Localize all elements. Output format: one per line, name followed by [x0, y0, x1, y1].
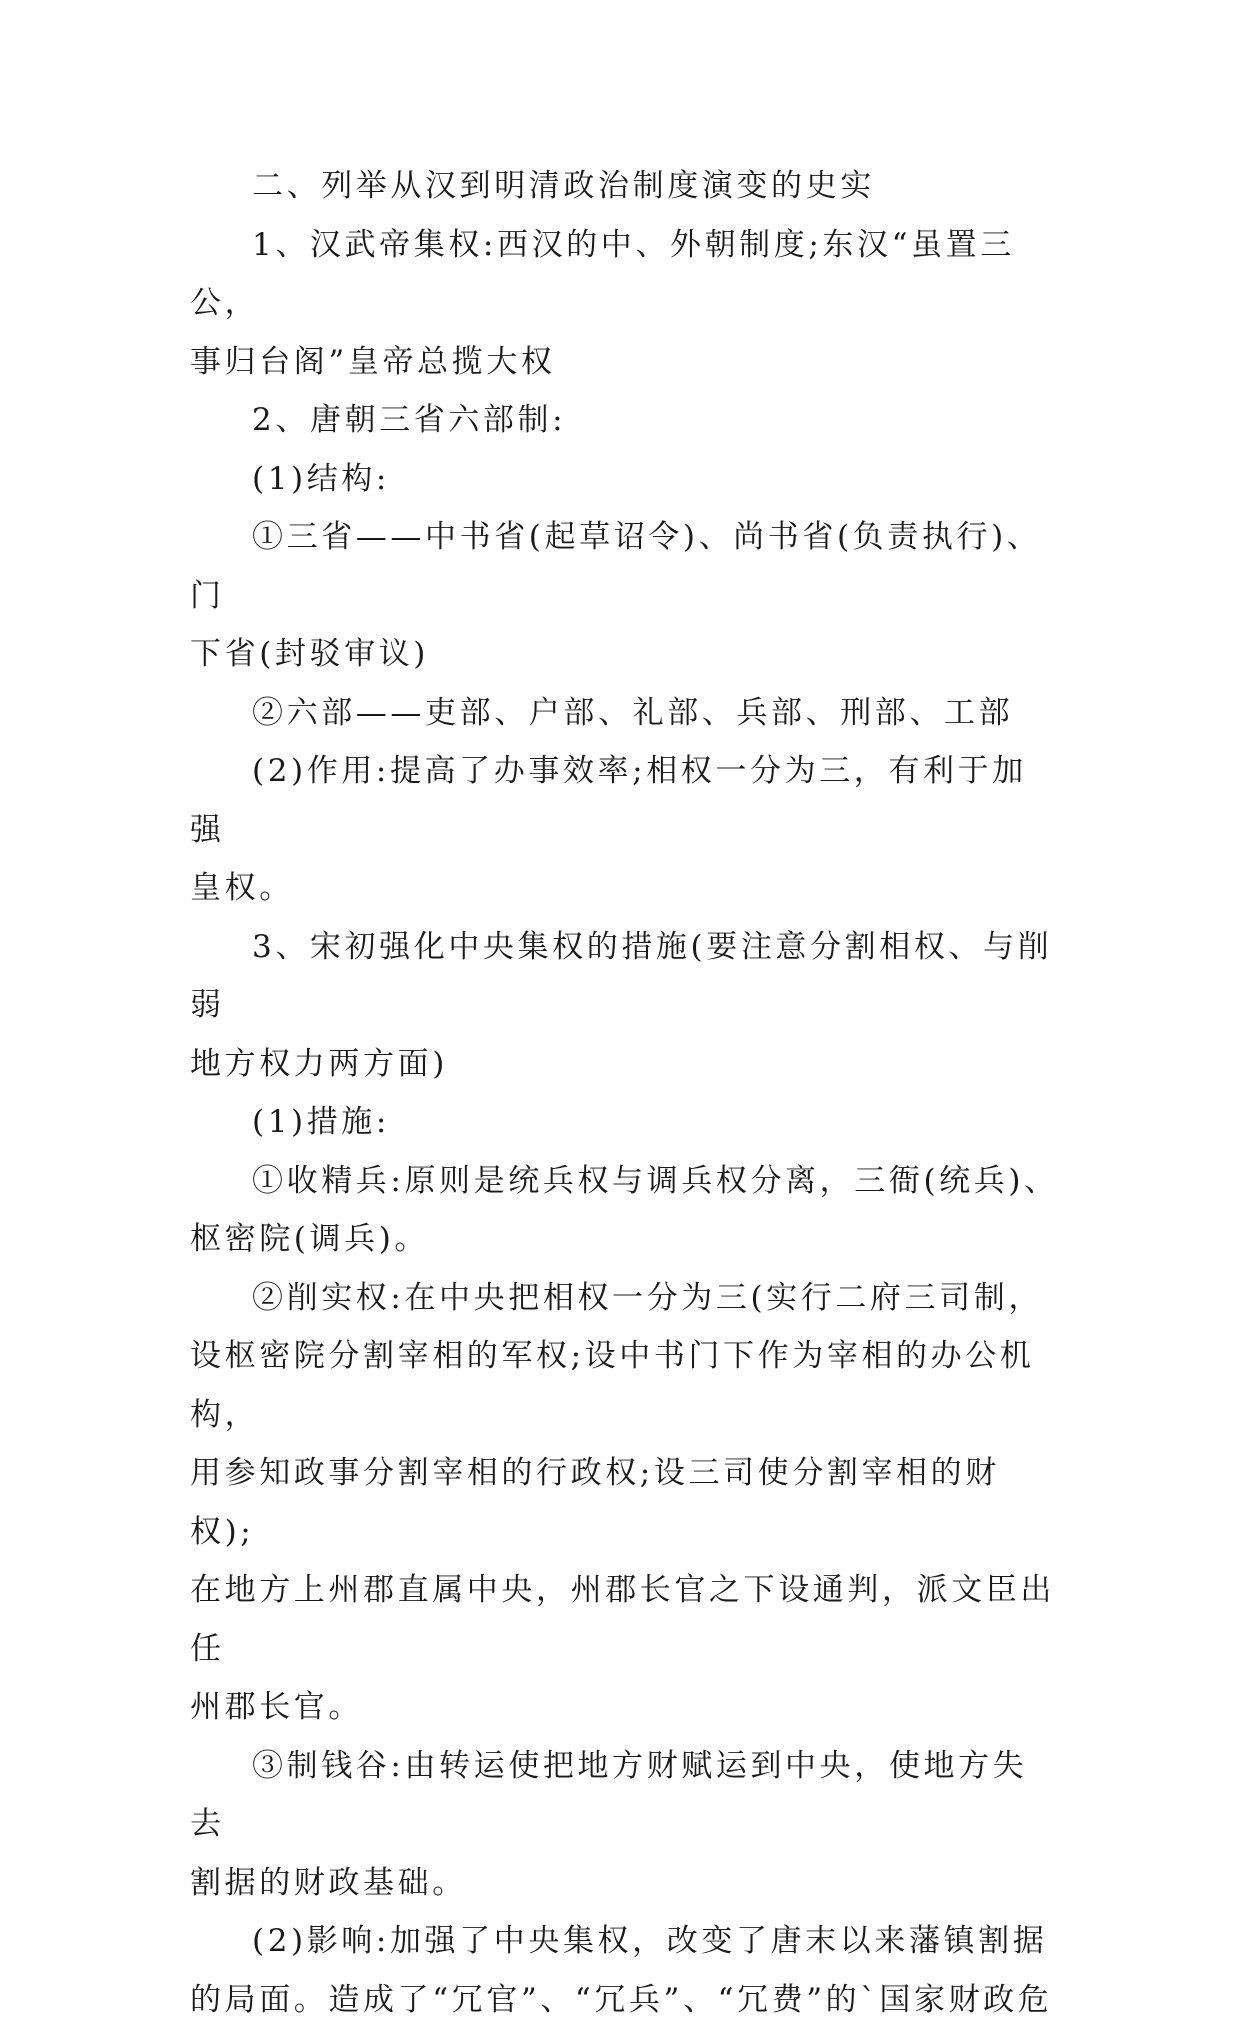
- text-line: 州郡长官。: [190, 1678, 1060, 1737]
- text-line: 1、汉武帝集权:西汉的中、外朝制度;东汉“虽置三公，: [190, 216, 1060, 333]
- text-line: 的局面。造成了“冗官”、“冗兵”、“冗费”的`国家财政危: [190, 1971, 1060, 2029]
- text-line: ②削实权:在中央把相权一分为三(实行二府三司制，: [190, 1269, 1060, 1328]
- text-line: 皇权。: [190, 859, 1060, 918]
- text-line: 在地方上州郡直属中央，州郡长官之下设通判，派文臣出任: [190, 1561, 1060, 1678]
- text-line: 3、宋初强化中央集权的措施(要注意分割相权、与削弱: [190, 918, 1060, 1035]
- text-line: (2)影响:加强了中央集权，改变了唐末以来藩镇割据: [190, 1912, 1060, 1971]
- text-line: ③制钱谷:由转运使把地方财赋运到中央，使地方失去: [190, 1737, 1060, 1854]
- text-line: 用参知政事分割宰相的行政权;设三司使分割宰相的财权);: [190, 1444, 1060, 1561]
- text-line: 地方权力两方面): [190, 1035, 1060, 1094]
- text-line: 设枢密院分割宰相的军权;设中书门下作为宰相的办公机构，: [190, 1327, 1060, 1444]
- text-line: (2)作用:提高了办事效率;相权一分为三，有利于加强: [190, 742, 1060, 859]
- document-body: [190, 157, 1060, 2029]
- text-line: 割据的财政基础。: [190, 1854, 1060, 1913]
- text-line: ①三省——中书省(起草诏令)、尚书省(负责执行)、门: [190, 508, 1060, 625]
- text-line: 下省(封驳审议): [190, 625, 1060, 684]
- text-line: 枢密院(调兵)。: [190, 1210, 1060, 1269]
- text-line: 事归台阁”皇帝总揽大权: [190, 333, 1060, 392]
- text-line: ②六部——吏部、户部、礼部、兵部、刑部、工部: [190, 684, 1060, 743]
- text-line: 2、唐朝三省六部制:: [190, 391, 1060, 450]
- text-line: (1)结构:: [190, 450, 1060, 509]
- text-line: (1)措施:: [190, 1093, 1060, 1152]
- text-line: ①收精兵:原则是统兵权与调兵权分离，三衙(统兵)、: [190, 1152, 1060, 1211]
- text-line: 二、列举从汉到明清政治制度演变的史实: [190, 157, 1060, 216]
